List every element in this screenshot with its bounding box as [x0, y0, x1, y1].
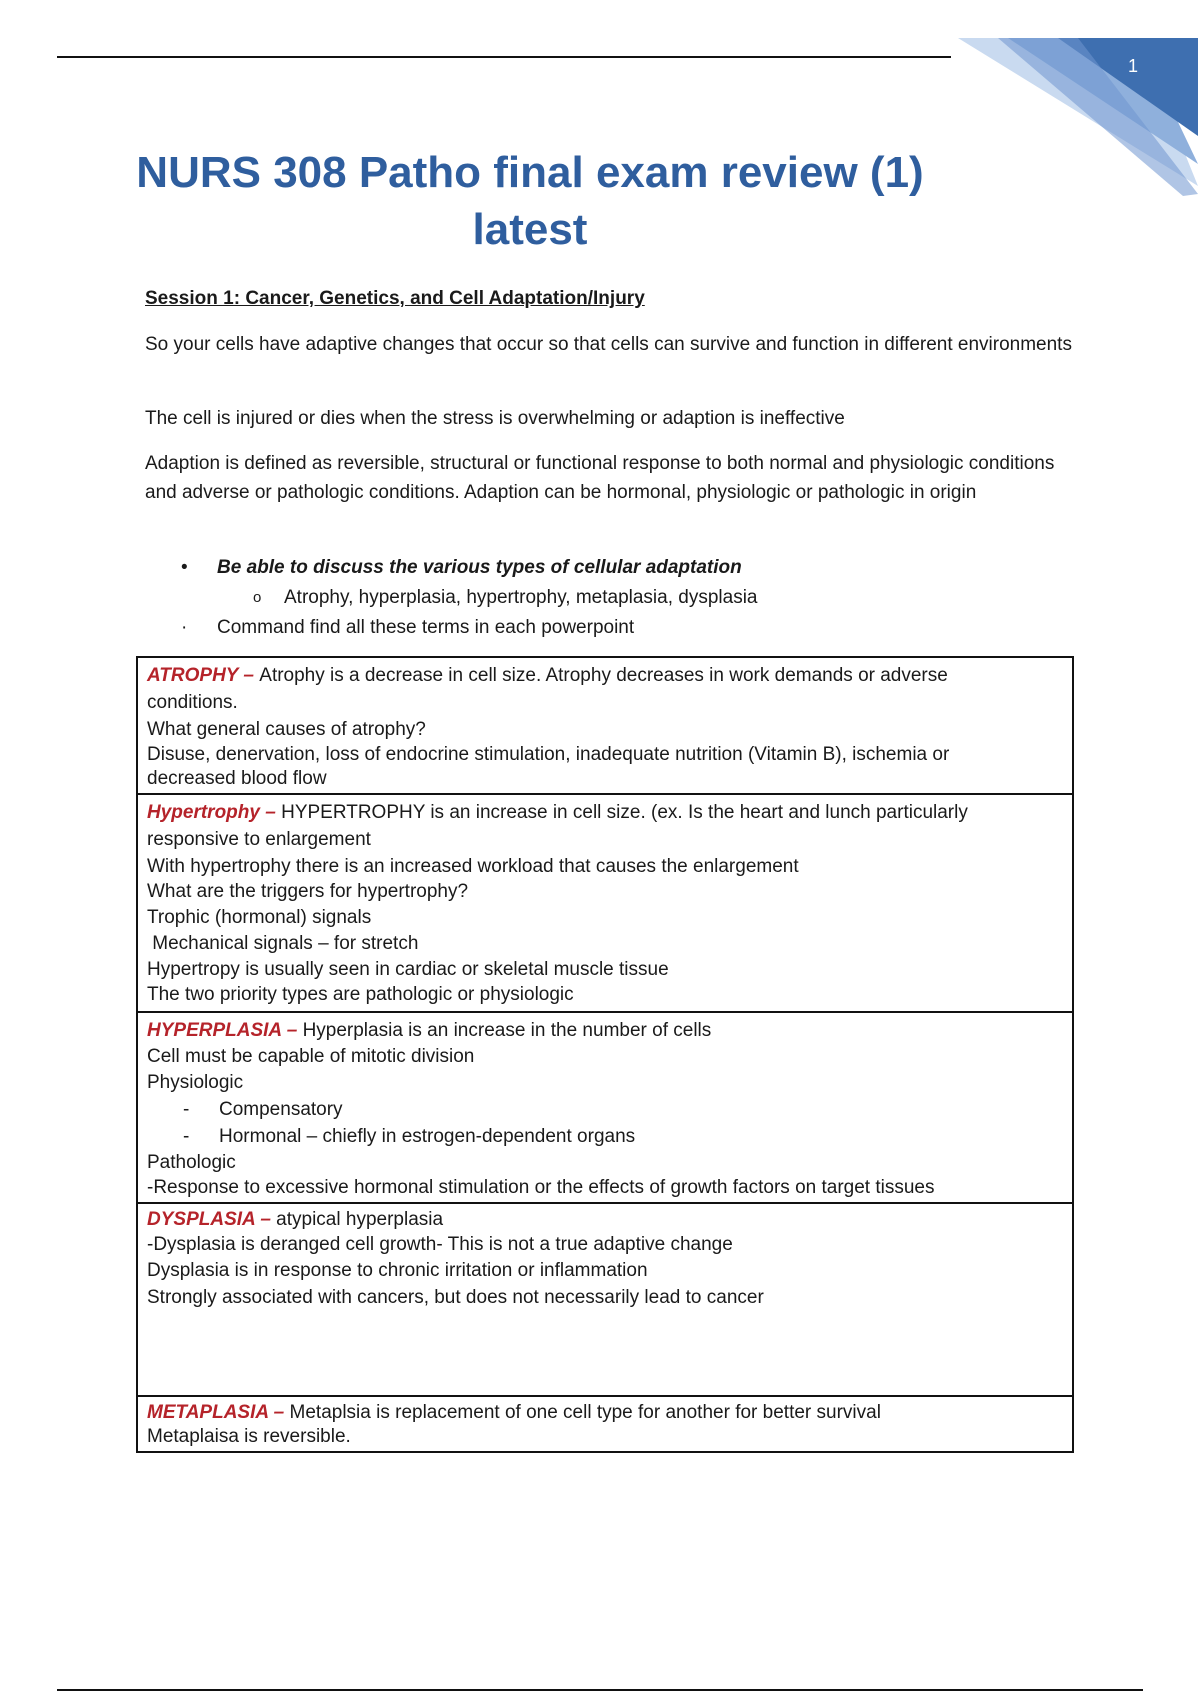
sub-bullet-text: Atrophy, hyperplasia, hypertrophy, metaplasia, dysplasia [284, 587, 758, 608]
box-line: Disuse, denervation, loss of endocrine stimulation, inadequate nutrition (Vitamin B), ischemia or [147, 744, 950, 765]
paragraph-cell-injury: The cell is injured or dies when the stress is overwhelming or adaption is ineffective [145, 408, 845, 429]
term-definition: Metaplsia is replacement of one cell type for another for better survival [289, 1402, 881, 1423]
term-line [147, 1017, 1063, 1044]
box-line: What are the triggers for hypertrophy? [147, 881, 469, 902]
term-label: DYSPLASIA – [147, 1209, 277, 1230]
term-label: HYPERPLASIA – [147, 1020, 303, 1041]
term-line [147, 662, 1063, 689]
box-line: Mechanical signals – for stretch [147, 933, 419, 954]
corner-decoration [958, 36, 1198, 196]
term-box-atrophy [136, 656, 1074, 795]
term-box-dysplasia [136, 1202, 1074, 1397]
box-line: What general causes of atrophy? [147, 719, 426, 740]
term-label: METAPLASIA – [147, 1402, 290, 1423]
bullet-marker: • [181, 557, 188, 578]
bullet-marker: · [181, 617, 188, 638]
box-line: responsive to enlargement [147, 829, 371, 850]
page-number: 1 [1128, 56, 1139, 76]
term-line [147, 1208, 1063, 1231]
term-label: ATROPHY – [147, 665, 260, 686]
dash-text: Hormonal – chiefly in estrogen-dependent organs [219, 1126, 636, 1147]
header-rule [57, 56, 951, 58]
box-line: -Response to excessive hormonal stimulation or the effects of growth factors on target tissues [147, 1177, 935, 1198]
footer-rule [57, 1689, 1143, 1691]
term-definition: Hyperplasia is an increase in the number of cells [302, 1020, 712, 1041]
term-label: Hypertrophy – [147, 802, 282, 823]
term-definition: Atrophy is a decrease in cell size. Atrophy decreases in work demands or adverse [259, 665, 948, 686]
box-line: Dysplasia is in response to chronic irritation or inflammation [147, 1260, 648, 1281]
box-line: Physiologic [147, 1072, 244, 1093]
paragraph-adaption-definition: Adaption is defined as reversible, structural or functional response to both normal and physiologic conditions and adverse or pathologic conditions. Adaption can be hormonal, physiologic or pathologic in origin [145, 453, 1055, 503]
box-line: Metaplaisa is reversible. [147, 1426, 351, 1447]
dash-marker: - [183, 1126, 190, 1147]
term-definition: atypical hyperplasia [276, 1209, 444, 1230]
box-line: Trophic (hormonal) signals [147, 907, 372, 928]
term-box-hypertrophy [136, 793, 1074, 1013]
box-line: -Dysplasia is deranged cell growth- This is not a true adaptive change [147, 1234, 733, 1255]
sub-bullet-marker: o [253, 589, 262, 606]
box-line: decreased blood flow [147, 768, 327, 789]
box-line: Cell must be capable of mitotic division [147, 1046, 475, 1067]
dash-marker: - [183, 1099, 190, 1120]
box-line: With hypertrophy there is an increased workload that causes the enlargement [147, 856, 799, 877]
bullet-text: Be able to discuss the various types of cellular adaptation [217, 557, 742, 578]
term-line [147, 1401, 1063, 1425]
bullet-text: Command find all these terms in each powerpoint [217, 617, 635, 638]
box-line: conditions. [147, 692, 238, 713]
paragraph-adaptive-changes: So your cells have adaptive changes that occur so that cells can survive and function in different environments [145, 334, 1072, 355]
box-line: Pathologic [147, 1152, 236, 1173]
document-title: NURS 308 Patho final exam review (1) latest [136, 148, 924, 254]
term-line [147, 799, 1063, 826]
term-box-metaplasia [136, 1395, 1074, 1453]
term-definition: HYPERTROPHY is an increase in cell size. (ex. Is the heart and lunch particularly [281, 802, 968, 823]
box-line: Hypertropy is usually seen in cardiac or skeletal muscle tissue [147, 959, 669, 980]
dash-text: Compensatory [219, 1099, 343, 1120]
term-box-hyperplasia [136, 1011, 1074, 1204]
dash-item [147, 1096, 1063, 1123]
box-line: The two priority types are pathologic or physiologic [147, 984, 574, 1005]
box-line: Strongly associated with cancers, but does not necessarily lead to cancer [147, 1287, 764, 1308]
dash-item [147, 1123, 1063, 1150]
session-heading: Session 1: Cancer, Genetics, and Cell Adaptation/Injury [145, 288, 645, 309]
